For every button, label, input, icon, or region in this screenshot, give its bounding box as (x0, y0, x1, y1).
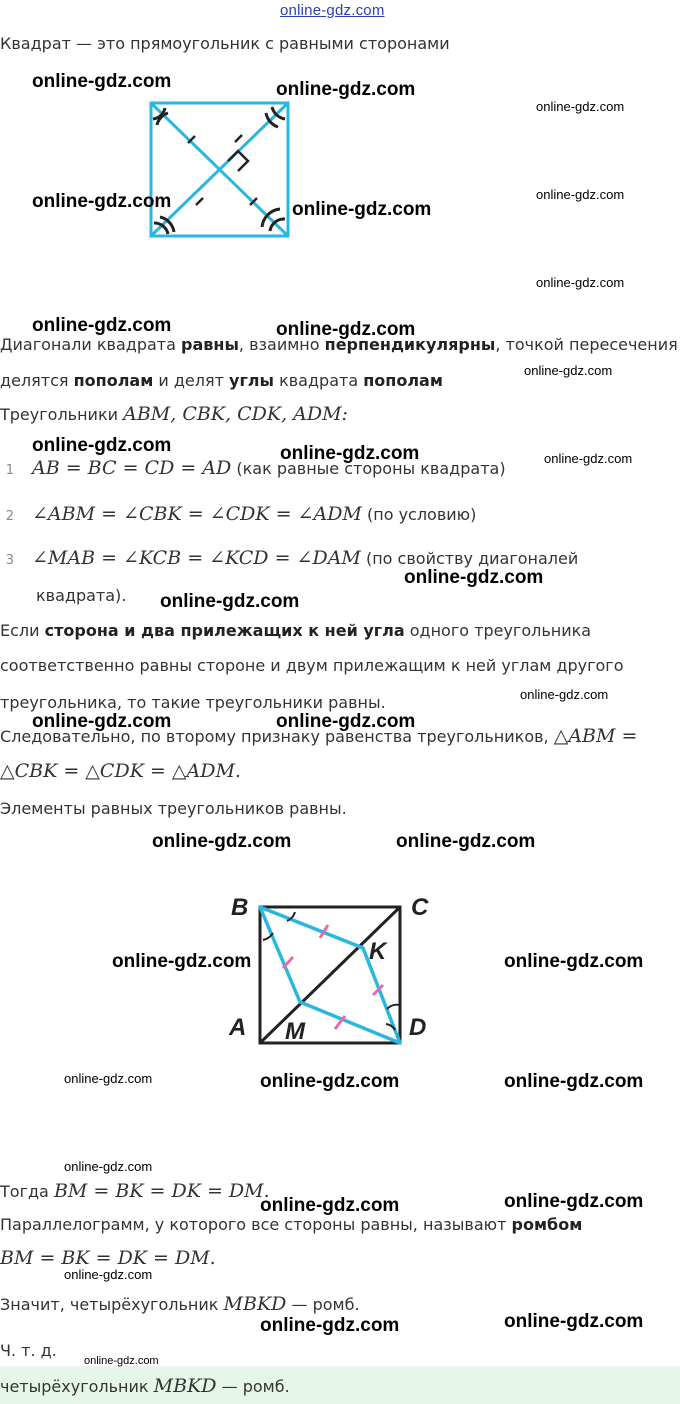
watermark-text: online-gdz.com (544, 451, 633, 466)
angle-arc (387, 1005, 400, 1009)
list-item: 3 ∠MAB = ∠KCB = ∠KCD = ∠DAM (по свойству диагоналей (5, 547, 579, 569)
diagonal-ac (260, 907, 400, 1043)
watermark-text: online-gdz.com (396, 831, 536, 852)
watermark-text: online-gdz.com (32, 711, 172, 732)
tick-mark (196, 198, 203, 205)
criterion-line3: треугольника, то такие треугольники равны. (0, 693, 386, 712)
watermark-text: online-gdz.com (404, 567, 544, 588)
label-k: K (369, 938, 387, 965)
watermark-text: online-gdz.com (536, 99, 625, 114)
watermark-text: online-gdz.com (276, 79, 416, 100)
watermark-text: online-gdz.com (64, 1267, 153, 1282)
watermark-text: online-gdz.com (32, 315, 172, 336)
watermark-text: online-gdz.com (260, 1315, 400, 1336)
watermark-text: online-gdz.com (260, 1071, 400, 1092)
watermark-text: online-gdz.com (32, 191, 172, 212)
watermark-text: online-gdz.com (64, 1071, 153, 1086)
then-line: Тогда BM = BK = DK = DM. (0, 1180, 270, 1202)
watermark-text: online-gdz.com (32, 435, 172, 456)
criterion-line1: Если сторона и два прилежащих к ней угла одного треугольника (0, 621, 592, 640)
list-item: 2 ∠ABM = ∠CBK = ∠CDK = ∠ADM (по условию) (5, 503, 477, 525)
label-m: M (285, 1018, 305, 1045)
triangles-intro: Треугольники ABM, CBK, CDK, ADM: (0, 403, 348, 425)
watermark-text: online-gdz.com (536, 187, 625, 202)
watermark-text: online-gdz.com (276, 319, 416, 340)
watermark-text: online-gdz.com (64, 1159, 153, 1174)
diagonal-property-line1: Диагонали квадрата равны, взаимно перпендикулярны, точкой пересечения (0, 335, 678, 354)
watermark-text: online-gdz.com (520, 687, 609, 702)
conclusion-line1: Следовательно, по второму признаку равенства треугольников, △ABM = (0, 725, 638, 747)
watermark-text: online-gdz.com (152, 831, 292, 852)
watermark-text: online-gdz.com (504, 951, 644, 972)
label-c: C (411, 894, 429, 921)
label-d: D (409, 1014, 427, 1041)
answer-text: четырёхугольник MBKD — ромб. (0, 1375, 290, 1397)
list-item: 1 AB = BC = CD = AD (как равные стороны квадрата) (5, 457, 506, 479)
header-watermark-link[interactable]: online-gdz.com (280, 2, 385, 19)
watermark-text: online-gdz.com (260, 1195, 400, 1216)
label-b: B (231, 894, 249, 921)
tick-mark (235, 135, 242, 142)
square-diagram (140, 95, 300, 245)
watermark-text: online-gdz.com (504, 1311, 644, 1332)
rhombus-diagram (225, 885, 440, 1060)
watermark-text: online-gdz.com (112, 951, 252, 972)
watermark-text: online-gdz.com (292, 199, 432, 220)
watermark-text: online-gdz.com (84, 1355, 159, 1367)
square-definition: Квадрат — это прямоугольник с равными сторонами (0, 34, 450, 53)
right-angle-mark (228, 151, 248, 171)
diagonal-property-line2: делятся пополам и делят углы квадрата пополам (0, 371, 443, 390)
watermark-text: online-gdz.com (504, 1191, 644, 1212)
watermark-text: online-gdz.com (524, 363, 613, 378)
watermark-text: online-gdz.com (280, 443, 420, 464)
watermark-text: online-gdz.com (276, 711, 416, 732)
watermark-text: online-gdz.com (504, 1071, 644, 1092)
criterion-line2: соответственно равны стороне и двум прилежащим к ней углам другого (0, 656, 624, 675)
equal-elements-text: Элементы равных треугольников равны. (0, 799, 347, 818)
means-line: Значит, четырёхугольник MBKD — ромб. (0, 1293, 360, 1315)
qed-text: Ч. т. д. (0, 1341, 57, 1360)
watermark-text: online-gdz.com (32, 71, 172, 92)
label-a: A (229, 1014, 247, 1041)
list-item-continuation: квадрата). (36, 586, 127, 605)
rhombus-definition: Параллелограмм, у которого все стороны равны, называют ромбом (0, 1215, 583, 1234)
watermark-text: online-gdz.com (536, 275, 625, 290)
watermark-text: online-gdz.com (160, 591, 300, 612)
rhombus-equality: BM = BK = DK = DM. (0, 1247, 216, 1269)
conclusion-line2: △CBK = △CDK = △ADM. (0, 760, 241, 782)
